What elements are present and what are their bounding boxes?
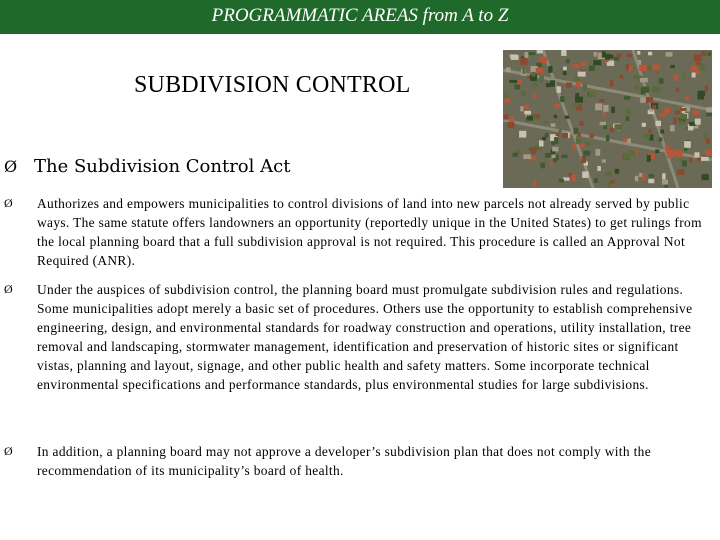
photo-texture — [626, 109, 631, 114]
photo-texture — [675, 110, 680, 114]
photo-texture — [522, 68, 525, 74]
photo-texture — [639, 65, 647, 71]
photo-texture — [584, 142, 591, 146]
photo-texture — [560, 96, 564, 102]
photo-texture — [706, 107, 712, 112]
photo-texture — [634, 86, 639, 89]
photo-texture — [561, 50, 566, 56]
photo-texture — [642, 87, 649, 93]
section-heading — [4, 156, 290, 177]
photo-texture — [589, 92, 595, 97]
photo-texture — [627, 139, 631, 143]
photo-texture — [545, 153, 551, 158]
photo-texture — [659, 78, 664, 84]
photo-texture — [593, 60, 601, 65]
arrow-bullet-icon: Ø — [4, 444, 14, 458]
photo-texture — [693, 110, 700, 115]
photo-texture — [614, 57, 619, 61]
photo-texture — [553, 158, 557, 162]
photo-texture — [582, 156, 586, 163]
photo-texture — [559, 129, 562, 133]
slide-title: SUBDIVISION CONTROL — [134, 72, 411, 98]
photo-texture — [692, 73, 696, 78]
photo-texture — [695, 119, 701, 125]
photo-texture — [674, 74, 678, 80]
photo-texture — [594, 52, 597, 57]
photo-texture — [679, 158, 682, 161]
photo-texture — [504, 114, 509, 119]
photo-texture — [545, 133, 549, 137]
photo-texture — [577, 132, 580, 136]
photo-texture — [556, 133, 560, 136]
bullet-text: Under the auspices of subdivision control, the planning board must promulgate subdivision rules and regulations. Some municipalities adopt merely a basic set of procedures. Others use the opportunity to establish comprehensive engineering, design, and environmental standards for roadway construction and operations, utility installation, tree removal and landscaping, stormwater management, identification and preservation of historic sites or significant vistas, planning and layout, signage, and other public health and safety matters. Some incorporate technical environmental specifications and performance standards, plus environmental studies for large subdivisions. — [37, 282, 693, 392]
photo-texture — [589, 65, 595, 71]
photo-texture — [581, 62, 587, 66]
photo-texture — [600, 122, 606, 125]
photo-texture — [513, 153, 519, 157]
photo-texture — [521, 91, 526, 97]
photo-texture — [566, 59, 569, 64]
photo-texture — [595, 103, 602, 110]
photo-texture — [580, 143, 585, 147]
photo-texture — [532, 72, 536, 77]
photo-texture — [573, 143, 576, 150]
photo-texture — [680, 108, 685, 111]
photo-texture — [610, 80, 614, 87]
photo-texture — [677, 169, 684, 175]
photo-texture — [684, 141, 691, 148]
photo-texture — [506, 67, 511, 72]
photo-texture — [647, 155, 651, 162]
photo-texture — [673, 117, 677, 124]
photo-texture — [563, 177, 570, 180]
heading-text: The Subdivision Control Act — [34, 156, 291, 177]
photo-texture — [562, 133, 568, 138]
photo-texture — [552, 147, 558, 152]
photo-texture — [565, 116, 570, 119]
photo-texture — [579, 121, 583, 126]
photo-texture — [518, 80, 522, 85]
photo-texture — [706, 138, 710, 144]
photo-texture — [697, 94, 704, 99]
photo-texture — [541, 57, 548, 61]
photo-texture — [678, 121, 684, 125]
photo-texture — [652, 105, 656, 109]
photo-texture — [509, 117, 514, 122]
list-item — [4, 280, 717, 394]
photo-texture — [603, 105, 608, 112]
photo-texture — [610, 180, 614, 183]
photo-texture — [557, 86, 561, 93]
photo-texture — [533, 94, 537, 98]
photo-texture — [520, 106, 523, 111]
photo-texture — [666, 52, 673, 57]
photo-texture — [659, 138, 663, 142]
photo-texture — [529, 52, 536, 55]
photo-texture — [540, 76, 544, 83]
photo-texture — [575, 97, 583, 103]
photo-texture — [573, 103, 579, 107]
photo-texture — [705, 86, 708, 92]
photo-texture — [662, 173, 665, 179]
aerial-neighborhood-photo — [503, 50, 712, 188]
photo-texture — [629, 150, 635, 155]
photo-texture — [617, 53, 622, 57]
photo-texture — [524, 52, 528, 58]
photo-texture — [642, 123, 646, 127]
photo-texture — [648, 52, 652, 56]
photo-texture — [541, 163, 546, 169]
photo-texture — [655, 150, 659, 154]
photo-texture — [635, 176, 638, 182]
photo-texture — [638, 60, 641, 65]
photo-texture — [708, 52, 711, 56]
photo-texture — [700, 64, 705, 71]
photo-texture — [573, 64, 579, 68]
photo-texture — [524, 111, 531, 114]
photo-texture — [642, 175, 646, 181]
photo-texture — [544, 121, 549, 124]
photo-texture — [511, 55, 519, 60]
photo-texture — [519, 131, 526, 138]
photo-texture — [660, 114, 666, 117]
photo-texture — [648, 179, 654, 183]
photo-texture — [590, 133, 594, 138]
photo-texture — [509, 80, 517, 83]
photo-texture — [606, 135, 610, 142]
photo-texture — [582, 171, 589, 178]
photo-texture — [626, 64, 629, 70]
photo-texture — [532, 151, 537, 154]
photo-texture — [578, 72, 586, 77]
photo-texture — [599, 99, 604, 103]
photo-texture — [523, 154, 531, 159]
photo-texture — [695, 152, 700, 157]
photo-texture — [571, 175, 576, 182]
photo-texture — [575, 76, 580, 81]
photo-texture — [532, 83, 538, 87]
photo-texture — [615, 169, 619, 174]
photo-texture — [594, 178, 598, 183]
photo-texture — [536, 68, 543, 74]
photo-texture — [626, 54, 632, 58]
photo-texture — [603, 111, 606, 117]
photo-texture — [610, 128, 614, 133]
photo-texture — [660, 130, 664, 134]
photo-texture — [602, 51, 606, 57]
arrow-bullet-icon: Ø — [4, 196, 14, 210]
photo-texture — [566, 83, 572, 88]
photo-texture — [637, 51, 640, 55]
photo-texture — [669, 149, 677, 156]
photo-texture — [520, 58, 527, 65]
photo-texture — [537, 50, 543, 53]
photo-texture — [583, 84, 588, 91]
photo-texture — [676, 87, 679, 91]
photo-texture — [605, 172, 611, 177]
photo-texture — [706, 150, 713, 156]
photo-texture — [633, 75, 641, 79]
header-banner: PROGRAMMATIC AREAS from A to Z — [0, 0, 720, 34]
photo-texture — [649, 174, 654, 177]
bullet-text: In addition, a planning board may not approve a developer’s subdivision plan that does not comply with the recommendation of its municipality’s board of health. — [37, 444, 652, 478]
photo-texture — [546, 83, 551, 87]
photo-texture — [682, 160, 687, 166]
photo-texture — [515, 84, 521, 89]
photo-texture — [682, 72, 685, 78]
list-item — [4, 442, 717, 480]
photo-texture — [561, 155, 567, 158]
photo-texture — [666, 149, 669, 155]
photo-texture — [533, 180, 536, 186]
photo-texture — [655, 121, 661, 126]
photo-texture — [503, 92, 508, 98]
photo-texture — [644, 134, 650, 138]
photo-texture — [563, 67, 567, 71]
photo-texture — [542, 137, 546, 140]
photo-texture — [664, 108, 671, 114]
photo-texture — [628, 66, 632, 71]
photo-texture — [554, 104, 560, 108]
photo-texture — [614, 124, 622, 130]
photo-texture — [527, 116, 533, 121]
photo-texture — [620, 75, 623, 79]
photo-texture — [624, 96, 630, 99]
photo-texture — [554, 137, 558, 144]
photo-texture — [689, 157, 692, 162]
photo-texture — [554, 115, 557, 119]
photo-texture — [607, 182, 610, 187]
photo-texture — [652, 87, 660, 92]
photo-texture — [648, 129, 651, 133]
photo-texture — [602, 159, 606, 162]
photo-texture — [640, 78, 648, 83]
photo-texture — [597, 166, 601, 171]
photo-texture — [680, 114, 687, 119]
photo-texture — [704, 133, 708, 137]
photo-texture — [604, 125, 608, 129]
photo-texture — [653, 65, 660, 71]
list-item — [4, 194, 717, 270]
photo-texture — [640, 98, 646, 103]
photo-texture — [583, 151, 590, 156]
photo-texture — [539, 140, 544, 146]
photo-texture — [670, 125, 675, 131]
photo-texture — [685, 96, 689, 100]
arrow-bullet-icon: Ø — [4, 282, 14, 296]
photo-texture — [525, 104, 529, 109]
photo-texture — [646, 97, 653, 103]
photo-texture — [563, 71, 567, 75]
photo-texture — [694, 55, 701, 62]
photo-texture — [702, 174, 709, 180]
arrow-bullet-icon: Ø — [4, 157, 18, 176]
photo-texture — [696, 70, 701, 74]
photo-texture — [611, 107, 615, 114]
photo-texture — [559, 179, 564, 183]
photo-texture — [551, 123, 556, 127]
photo-texture — [596, 149, 601, 156]
photo-texture — [662, 180, 668, 185]
photo-texture — [670, 65, 675, 68]
photo-texture — [548, 66, 552, 73]
photo-texture — [701, 51, 706, 56]
bullet-text: Authorizes and empowers municipalities to control divisions of land into new parcels not already served by public ways. The same statute offers landowners an opportunity (reportedly unique in the United States) to get rulings from the local planning board that a full subdivision approval is not required. This procedure is called an Approval Not Required (ANR). — [37, 196, 702, 268]
photo-texture — [576, 81, 581, 87]
photo-texture — [701, 157, 709, 161]
photo-texture — [626, 116, 630, 121]
photo-texture — [507, 122, 514, 128]
photo-texture — [533, 117, 537, 121]
photo-texture — [504, 98, 510, 103]
